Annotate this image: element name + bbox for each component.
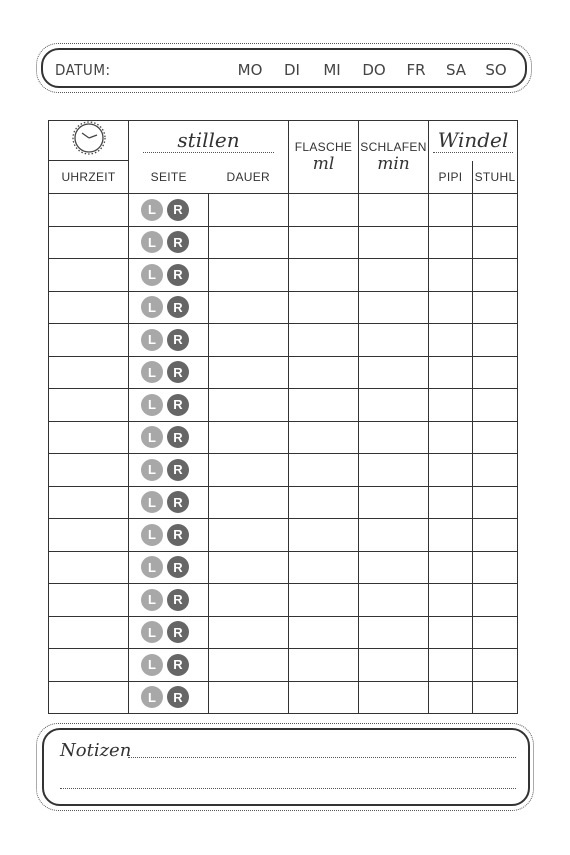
left-side-toggle[interactable]: L [141,621,163,643]
uhrzeit-cell[interactable] [49,291,129,324]
pipi-cell[interactable] [429,454,473,487]
seite-cell[interactable] [129,194,209,227]
dauer-cell[interactable] [209,486,289,519]
stuhl-cell[interactable] [473,486,518,519]
left-side-toggle[interactable]: L [141,264,163,286]
seite-cell[interactable] [129,616,209,649]
stillen-header [129,121,289,161]
notes-line-2[interactable] [60,788,516,789]
uhrzeit-cell[interactable] [49,584,129,617]
dauer-cell[interactable] [209,291,289,324]
uhrzeit-header [49,161,129,194]
uhrzeit-cell[interactable] [49,356,129,389]
pipi-cell[interactable] [429,584,473,617]
flasche-cell[interactable] [289,616,359,649]
pipi-cell[interactable] [429,324,473,357]
left-side-toggle[interactable]: L [141,686,163,708]
flasche-cell[interactable] [289,681,359,714]
schlafen-cell[interactable] [359,649,429,682]
side-selector [129,264,208,286]
left-side-toggle[interactable]: L [141,199,163,221]
flasche-cell[interactable] [289,486,359,519]
table-row [49,616,518,649]
flasche-cell[interactable] [289,194,359,227]
flasche-cell[interactable] [289,324,359,357]
right-side-toggle[interactable]: R [167,589,189,611]
side-selector [129,361,208,383]
schlafen-cell[interactable] [359,389,429,422]
side-selector [129,556,208,578]
weekday-sa[interactable]: SA [445,61,467,79]
stuhl-cell[interactable] [473,324,518,357]
uhrzeit-cell[interactable] [49,259,129,292]
datum-label: DATUM: [55,61,111,79]
weekday-mi[interactable]: MI [323,61,341,79]
schlafen-cell[interactable] [359,616,429,649]
stuhl-cell[interactable] [473,291,518,324]
stuhl-cell[interactable] [473,389,518,422]
seite-cell[interactable] [129,551,209,584]
dauer-cell[interactable] [209,421,289,454]
stuhl-cell[interactable] [473,421,518,454]
weekday-row [0,61,570,81]
flasche-cell[interactable] [289,291,359,324]
weekday-mo[interactable]: MO [237,61,263,79]
schlafen-cell[interactable] [359,519,429,552]
table-row [49,584,518,617]
right-side-toggle[interactable]: R [167,231,189,253]
notes-label: Notizen [60,740,132,761]
schlafen-cell[interactable] [359,486,429,519]
side-selector [129,524,208,546]
table-row [49,649,518,682]
seite-cell[interactable] [129,259,209,292]
pipi-cell[interactable] [429,681,473,714]
left-side-toggle[interactable]: L [141,426,163,448]
table-row [49,486,518,519]
flasche-cell[interactable] [289,356,359,389]
right-side-toggle[interactable]: R [167,491,189,513]
dauer-cell[interactable] [209,584,289,617]
seite-cell[interactable] [129,356,209,389]
uhrzeit-cell[interactable] [49,519,129,552]
stuhl-cell[interactable] [473,584,518,617]
left-side-toggle[interactable]: L [141,524,163,546]
flasche-header [289,121,359,194]
schlafen-cell[interactable] [359,681,429,714]
table-row [49,194,518,227]
side-selector [129,459,208,481]
notes-line-1[interactable] [128,757,516,758]
dauer-cell[interactable] [209,649,289,682]
uhrzeit-cell[interactable] [49,324,129,357]
uhrzeit-cell[interactable] [49,421,129,454]
table-row [49,259,518,292]
seite-cell[interactable] [129,681,209,714]
stuhl-cell[interactable] [473,649,518,682]
stuhl-cell[interactable] [473,226,518,259]
dauer-cell[interactable] [209,551,289,584]
flasche-unit: ml [312,154,335,174]
right-side-toggle[interactable]: R [167,361,189,383]
right-side-toggle[interactable]: R [167,654,189,676]
side-selector [129,426,208,448]
seite-cell[interactable] [129,226,209,259]
seite-cell[interactable] [129,421,209,454]
flasche-label: FLASCHE [294,140,353,154]
left-side-toggle[interactable]: L [141,296,163,318]
pipi-cell[interactable] [429,389,473,422]
side-selector [129,231,208,253]
left-side-toggle[interactable]: L [141,589,163,611]
stillen-title: stillen [177,128,240,153]
table-row [49,681,518,714]
uhrzeit-label: UHRZEIT [61,170,116,184]
seite-cell[interactable] [129,486,209,519]
flasche-cell[interactable] [289,454,359,487]
seite-cell[interactable] [129,584,209,617]
pipi-header [429,161,473,194]
pipi-cell[interactable] [429,551,473,584]
side-selector [129,296,208,318]
stuhl-cell[interactable] [473,259,518,292]
seite-cell[interactable] [129,519,209,552]
stuhl-cell[interactable] [473,519,518,552]
dauer-header [209,161,289,194]
pipi-cell[interactable] [429,649,473,682]
dauer-cell[interactable] [209,194,289,227]
schlafen-cell[interactable] [359,584,429,617]
pipi-cell[interactable] [429,291,473,324]
pipi-cell[interactable] [429,421,473,454]
dauer-cell[interactable] [209,519,289,552]
pipi-cell[interactable] [429,486,473,519]
schlafen-cell[interactable] [359,194,429,227]
side-selector [129,199,208,221]
table-row [49,226,518,259]
uhrzeit-cell[interactable] [49,454,129,487]
flasche-cell[interactable] [289,551,359,584]
side-selector [129,491,208,513]
schlafen-label: SCHLAFEN [360,140,427,154]
flasche-cell[interactable] [289,649,359,682]
seite-cell[interactable] [129,291,209,324]
dauer-cell[interactable] [209,616,289,649]
pipi-cell[interactable] [429,259,473,292]
table-row [49,519,518,552]
side-selector [129,621,208,643]
schlafen-header [359,121,429,194]
schlafen-cell[interactable] [359,291,429,324]
uhrzeit-cell[interactable] [49,681,129,714]
seite-cell[interactable] [129,649,209,682]
flasche-cell[interactable] [289,519,359,552]
right-side-toggle[interactable]: R [167,329,189,351]
seite-label: SEITE [150,169,187,184]
dauer-label: DAUER [226,169,270,184]
windel-divider [433,152,513,153]
left-side-toggle[interactable]: L [141,329,163,351]
left-side-toggle[interactable]: L [141,459,163,481]
seite-cell[interactable] [129,454,209,487]
dauer-cell[interactable] [209,356,289,389]
stillen-divider [143,152,274,153]
side-selector [129,394,208,416]
right-side-toggle[interactable]: R [167,199,189,221]
stuhl-cell[interactable] [473,681,518,714]
side-selector [129,329,208,351]
right-side-toggle[interactable]: R [167,524,189,546]
weekday-do[interactable]: DO [362,61,386,79]
flasche-cell[interactable] [289,389,359,422]
uhrzeit-cell[interactable] [49,226,129,259]
schlafen-cell[interactable] [359,421,429,454]
table-row [49,421,518,454]
stuhl-cell[interactable] [473,356,518,389]
right-side-toggle[interactable]: R [167,621,189,643]
stuhl-cell[interactable] [473,616,518,649]
left-side-toggle[interactable]: L [141,231,163,253]
dauer-cell[interactable] [209,389,289,422]
pipi-cell[interactable] [429,616,473,649]
schlafen-cell[interactable] [359,454,429,487]
table-row [49,551,518,584]
pipi-cell[interactable] [429,519,473,552]
seite-cell[interactable] [129,324,209,357]
right-side-toggle[interactable]: R [167,296,189,318]
log-rows [49,194,518,714]
dauer-cell[interactable] [209,681,289,714]
left-side-toggle[interactable]: L [141,491,163,513]
schlafen-cell[interactable] [359,259,429,292]
schlafen-unit: min [377,154,410,174]
side-selector [129,654,208,676]
uhrzeit-cell[interactable] [49,649,129,682]
pipi-label: PIPI [438,169,463,184]
stuhl-cell[interactable] [473,454,518,487]
flasche-cell[interactable] [289,226,359,259]
dauer-cell[interactable] [209,226,289,259]
left-side-toggle[interactable]: L [141,556,163,578]
pipi-cell[interactable] [429,356,473,389]
uhrzeit-cell[interactable] [49,616,129,649]
right-side-toggle[interactable]: R [167,686,189,708]
right-side-toggle[interactable]: R [167,556,189,578]
schlafen-cell[interactable] [359,324,429,357]
pipi-cell[interactable] [429,194,473,227]
right-side-toggle[interactable]: R [167,426,189,448]
table-row [49,324,518,357]
side-selector [129,686,208,708]
uhrzeit-cell[interactable] [49,551,129,584]
weekday-so[interactable]: SO [485,61,507,79]
uhrzeit-cell[interactable] [49,194,129,227]
left-side-toggle[interactable]: L [141,654,163,676]
clock-icon [70,142,108,159]
weekday-di[interactable]: DI [284,61,300,79]
side-selector [129,589,208,611]
table-row [49,291,518,324]
clock-header-cell [49,121,129,161]
stuhl-header [473,161,518,194]
right-side-toggle[interactable]: R [167,394,189,416]
table-row [49,356,518,389]
schlafen-cell[interactable] [359,551,429,584]
right-side-toggle[interactable]: R [167,264,189,286]
flasche-cell[interactable] [289,259,359,292]
dauer-cell[interactable] [209,454,289,487]
stuhl-label: STUHL [474,169,516,184]
uhrzeit-cell[interactable] [49,486,129,519]
uhrzeit-cell[interactable] [49,389,129,422]
stuhl-cell[interactable] [473,551,518,584]
seite-cell[interactable] [129,389,209,422]
flasche-cell[interactable] [289,584,359,617]
left-side-toggle[interactable]: L [141,394,163,416]
windel-header [429,121,518,161]
dauer-cell[interactable] [209,259,289,292]
seite-header [129,161,209,194]
table-row [49,389,518,422]
baby-log-table [48,120,518,714]
table-row [49,454,518,487]
weekday-fr[interactable]: FR [406,61,426,79]
schlafen-cell[interactable] [359,356,429,389]
schlafen-cell[interactable] [359,226,429,259]
pipi-cell[interactable] [429,226,473,259]
left-side-toggle[interactable]: L [141,361,163,383]
dauer-cell[interactable] [209,324,289,357]
stuhl-cell[interactable] [473,194,518,227]
right-side-toggle[interactable]: R [167,459,189,481]
windel-title: Windel [437,128,509,153]
flasche-cell[interactable] [289,421,359,454]
